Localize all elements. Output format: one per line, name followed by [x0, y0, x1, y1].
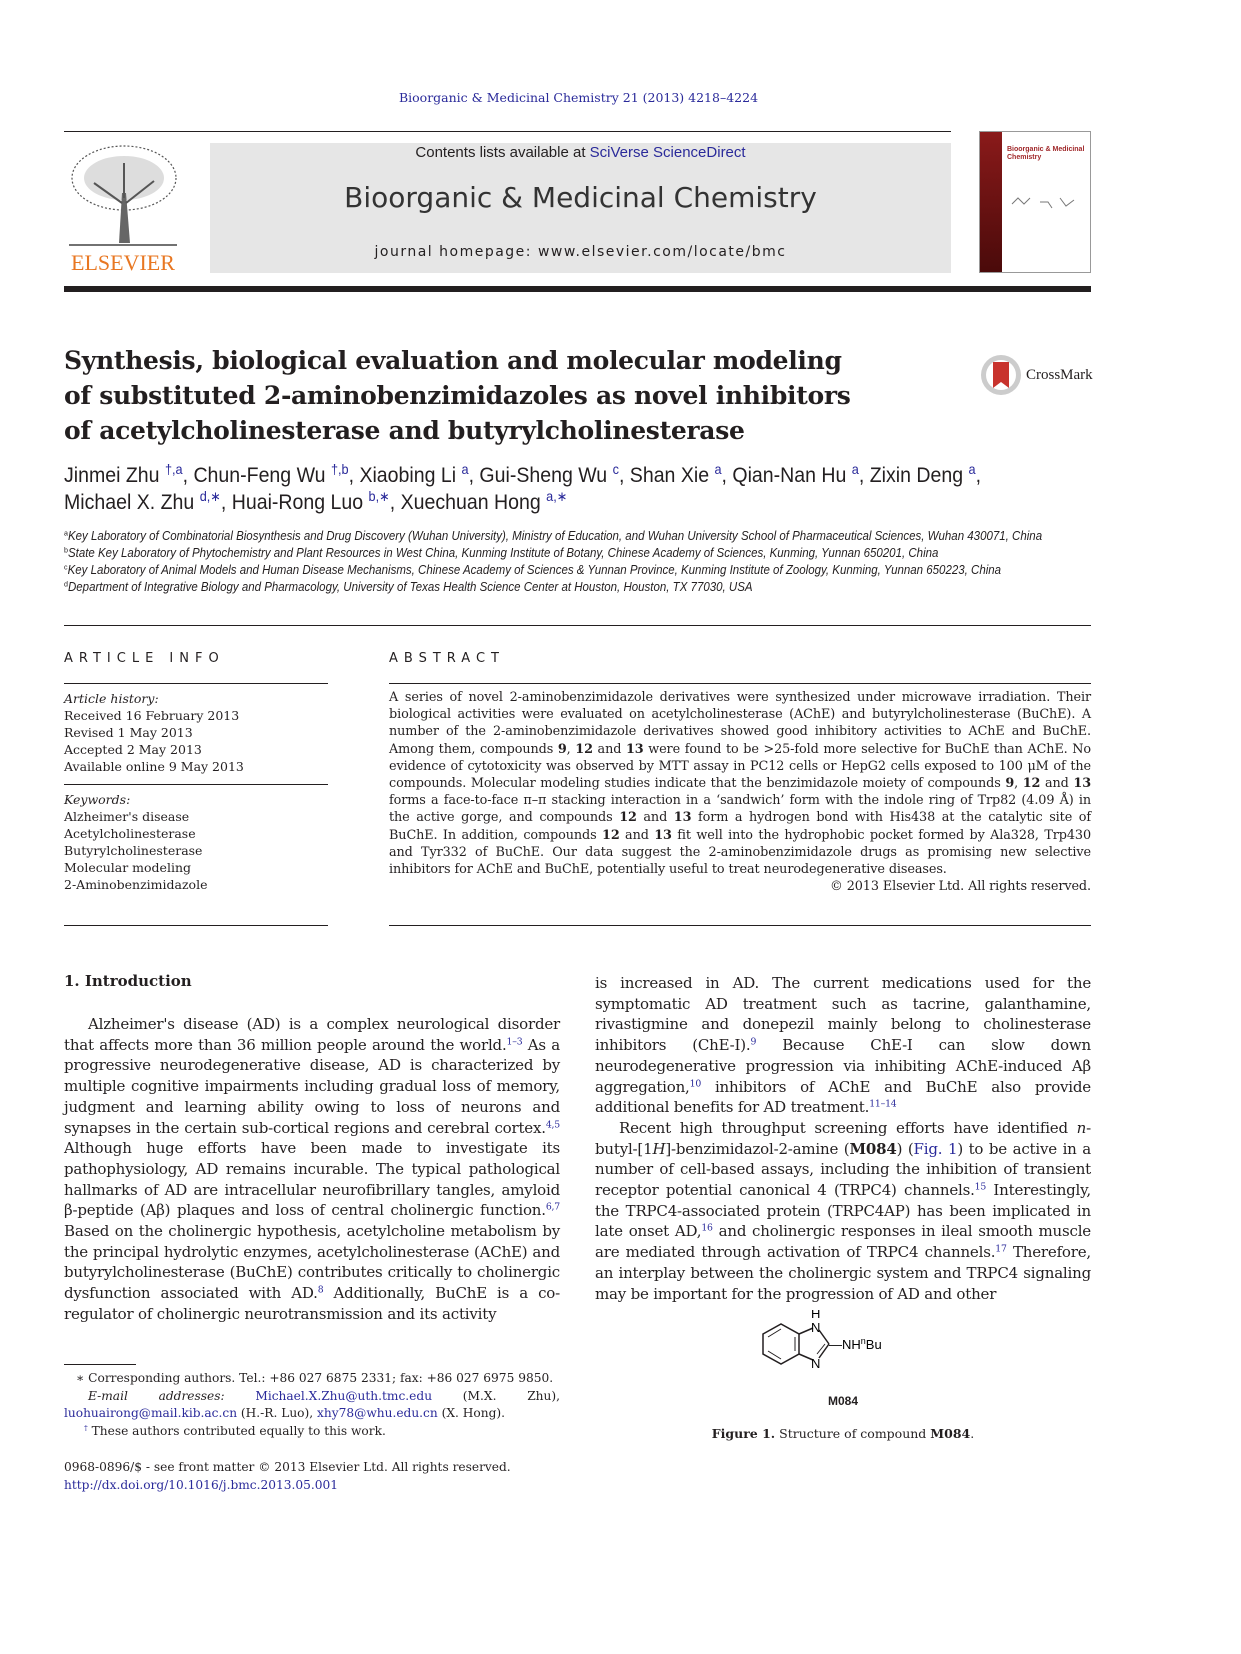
- author-line: Jinmei Zhu $^{\dagger,a}$, Chun-Feng Wu $^{\dagger,b}$, Xiaobing Li $^a$, Gui-Sheng Wu $^c$, Shan Xie $^a$, Qian-Nan Hu $^a$, Zixin Deng $^a$,: [64, 461, 982, 487]
- italic-text: H: [652, 1139, 666, 1158]
- journal-homepage[interactable]: journal homepage: www.elsevier.com/locate/bmc: [374, 244, 787, 260]
- bold-text: 9: [557, 741, 567, 757]
- figure-1: [595, 1310, 1091, 1441]
- bold-text: 12: [602, 827, 620, 843]
- reference-sup[interactable]: a: [851, 461, 859, 477]
- article-info-heading: ARTICLE INFO: [64, 651, 225, 666]
- affiliation: $^d$Department of Integrative Biology and Pharmacology, University of Texas Health Science Center at Houston, Houston, TX 77030, USA: [64, 579, 753, 594]
- reference-sup[interactable]: 10: [689, 1077, 702, 1089]
- reference-sup[interactable]: 15: [974, 1181, 987, 1193]
- reference-sup[interactable]: 4,5: [545, 1118, 560, 1130]
- journal-reference[interactable]: Bioorganic & Medicinal Chemistry 21 (2013) 4218–4224: [398, 90, 759, 105]
- reference-sup[interactable]: 11–14: [869, 1098, 897, 1110]
- keywords-item: Alzheimer's disease: [64, 809, 190, 824]
- body-column-left: [64, 1014, 560, 1325]
- header-divider: [64, 286, 1091, 292]
- elsevier-logo: [64, 143, 182, 275]
- reference-sup[interactable]: †: [84, 1422, 88, 1432]
- footnote-divider: [64, 1364, 136, 1365]
- bold-text: 12: [1022, 776, 1041, 792]
- paragraph: is increased in AD. The current medications used for the symptomatic AD treatment such as tacrine, galanthamine, rivastigmine and donepezil mainly belong to cholinesterase inhibitors (ChE-I).$^9$ Because ChE-I can slow down neurodegenerative progression via inhibiting AChE-induced Aβ aggregation,$^{10}$ inhibitors of AChE and BuChE also provide additional benefits for AD treatment.$^{11-14}$: [595, 974, 1091, 1117]
- italic-text: n: [1076, 1118, 1087, 1137]
- contents-label: Contents lists available at: [415, 144, 590, 161]
- bold-text: 13: [673, 810, 692, 826]
- divider: [389, 683, 1091, 684]
- reference-sup[interactable]: b,∗: [368, 488, 390, 504]
- bold-text: 13: [654, 827, 672, 843]
- figure-caption: Figure 1. Structure of compound M084.: [711, 1426, 975, 1441]
- bold-text: 13: [1073, 776, 1091, 792]
- keywords-item: Molecular modeling: [64, 860, 191, 875]
- keywords-item: Butyrylcholinesterase: [64, 843, 203, 858]
- history-item: Revised 1 May 2013: [64, 725, 193, 740]
- affiliation: $^a$Key Laboratory of Combinatorial Biosynthesis and Drug Discovery (Wuhan University), Ministry of Education, and Wuhan University School of Pharmaceutical Sciences, Wuhan 430071, China: [64, 528, 1043, 543]
- bold-text: 9: [1005, 776, 1015, 792]
- affiliation: $^c$Key Laboratory of Animal Models and Human Disease Mechanisms, Chinese Academy of Sciences & Yunnan Province, Kunming Institute of Zoology, Kunming, Yunnan 650223, China: [64, 562, 1002, 577]
- reference-sup[interactable]: †,b: [330, 461, 349, 477]
- paragraph: Alzheimer's disease (AD) is a complex neurological disorder that affects more than 36 million people around the world.$^{1-3}$ As a progressive neurodegenerative disease, AD is characterized by multiple cognitive impairments including gradual loss of memory, judgment and learning ability owing to loss of neurons and synapses in the certain sub-cortical regions and cerebral cortex.$^{4,5}$ Although huge efforts have been made to investigate its pathophysiology, AD remains incurable. The typical pathological hallmarks of AD are intracellular neurofibrillary tangles, amyloid β-peptide (Aβ) plaques and loss of central cholinergic function.$^{6,7}$ Based on the cholinergic hypothesis, acetylcholine metabolism by the principal hydrolytic enzymes, acetylcholinesterase (AChE) and butyrylcholinesterase (BuChE) contributes critically to cholinergic dysfunction associated with AD.$^8$ Additionally, BuChE is a co-regulator of cholinergic neurotransmission and its activity: [64, 1015, 561, 1323]
- crossmark-label: CrossMark: [1026, 366, 1093, 383]
- affiliations: [64, 528, 1067, 596]
- bold-text: 12: [619, 810, 637, 826]
- compound-label: M084: [827, 1394, 859, 1408]
- cover-title: Bioorganic & Medicinal Chemistry: [1007, 146, 1085, 161]
- journal-header: [210, 143, 951, 273]
- footnote-equal: † These authors contributed equally to this work.: [84, 1422, 386, 1438]
- abstract-text: A series of novel 2-aminobenzimidazole derivatives were synthesized under microwave irradiation. Their biological activities were evaluated on acetylcholinesterase (AChE) and butyrylcholinesterase (BuChE). A number of the 2-aminobenzimidazole derivatives showed good inhibitory activities to AChE and BuChE. Among them, compounds 9, 12 and 13 were found to be >25-fold more selective for BuChE than AChE. No evidence of cytotoxicity was observed by MTT assay in PC12 cells or HepG2 cells exposed to 100 μM of the compounds. Molecular modeling studies indicate that the benzimidazole moiety of compounds 9, 12 and 13 forms a face-to-face π–π stacking interaction in a ‘sandwich’ form with the indole ring of Trp82 (4.09 Å) in the active gorge, and compounds 12 and 13 form a hydrogen bond with His438 at the catalytic site of BuChE. In addition, compounds 12 and 13 fit well into the hydrophobic pocket formed by Ala328, Trp430 and Tyr332 of BuChE. Our data suggest the 2-aminobenzimidazole drugs as promising new selective inhibitors for AChE and BuChE, potentially useful to treat neurodegenerative diseases.: [389, 690, 1092, 878]
- link[interactable]: luohuairong@mail.kib.ac.cn: [64, 1406, 238, 1420]
- reference-sup[interactable]: a: [714, 461, 722, 477]
- divider: [64, 925, 328, 926]
- reference-sup[interactable]: †,a: [164, 461, 183, 477]
- issn: 0968-0896/$ - see front matter © 2013 Elsevier Ltd. All rights reserved.: [64, 1460, 511, 1474]
- affiliation: $^b$State Key Laboratory of Phytochemistry and Plant Resources in West China, Kunming Institute of Botany, Chinese Academy of Sciences, Kunming, Yunnan 650201, China: [64, 545, 939, 560]
- history-item: Received 16 February 2013: [64, 708, 240, 723]
- reference-sup[interactable]: 8: [317, 1284, 324, 1296]
- link[interactable]: Michael.X.Zhu@uth.tmc.edu: [255, 1388, 433, 1403]
- history-item: Accepted 2 May 2013: [64, 742, 202, 757]
- divider: [389, 925, 1091, 926]
- journal-name: Bioorganic & Medicinal Chemistry: [344, 181, 817, 214]
- reference-sup[interactable]: d,∗: [199, 488, 221, 504]
- publication-info: [64, 1459, 560, 1494]
- reference-sup[interactable]: 9: [750, 1036, 757, 1048]
- bold-text: 12: [575, 741, 593, 757]
- article-info: [64, 690, 328, 893]
- tree-icon: [64, 143, 182, 248]
- keywords-item: 2-Aminobenzimidazole: [64, 877, 208, 892]
- body-column-right: [595, 973, 1091, 1304]
- bold-text: M084: [849, 1139, 897, 1158]
- paragraph: Recent high throughput screening efforts have identified n-butyl-[1H]-benzimidazol-2-amine (M084) (Fig. 1) to be active in a number of cell-based assays, including the inhibition of transient receptor potential canonical 4 (TRPC4) channels.$^{15}$ Interestingly, the TRPC4-associated protein (TRPC4AP) has been implicated in late onset AD,$^{16}$ and cholinergic responses in ileal smooth muscle are mediated through activation of TRPC4 channels.$^{17}$ Therefore, an interplay between the cholinergic system and TRPC4 signaling may be important for the progression of AD and other: [595, 1118, 1092, 1303]
- reference-sup[interactable]: a,∗: [546, 488, 568, 504]
- history-item: Available online 9 May 2013: [64, 759, 244, 774]
- divider: [64, 784, 328, 785]
- article-title: Synthesis, biological evaluation and molecular modeling of substituted 2-aminobenzimidazoles as novel inhibitors of acetylcholinesterase and butyrylcholinesterase: [64, 346, 851, 445]
- reference-sup[interactable]: 1–3: [506, 1036, 523, 1048]
- history-label: Article history:: [64, 691, 159, 706]
- reference-sup[interactable]: 17: [995, 1243, 1007, 1255]
- publisher-name: ELSEVIER: [71, 250, 175, 275]
- abstract: [389, 689, 1091, 895]
- journal-cover: [979, 131, 1091, 273]
- keywords-item: Acetylcholinesterase: [64, 826, 196, 841]
- reference-sup[interactable]: 16: [701, 1222, 713, 1234]
- section-heading: 1. Introduction: [64, 972, 192, 990]
- footnotes: [64, 1370, 560, 1440]
- divider: [64, 625, 1091, 626]
- footnote-corresponding: ∗ Corresponding authors. Tel.: +86 027 6875 2331; fax: +86 027 6975 9850.: [76, 1371, 554, 1385]
- m084-structure: [743, 1310, 943, 1390]
- abstract-heading: ABSTRACT: [389, 651, 505, 666]
- atom-label: N: [811, 1356, 821, 1371]
- atom-label: H: [811, 1310, 821, 1321]
- author-list: [64, 462, 1031, 516]
- divider: [64, 683, 328, 684]
- cover-molecule-icon: [1010, 192, 1080, 212]
- reference-sup[interactable]: a: [461, 461, 469, 477]
- link[interactable]: xhy78@whu.edu.cn: [317, 1406, 438, 1420]
- crossmark-icon: [980, 354, 1022, 396]
- reference-sup[interactable]: 6,7: [545, 1201, 560, 1213]
- sciencedirect-link[interactable]: SciVerse ScienceDirect: [589, 144, 746, 161]
- divider: [64, 131, 951, 132]
- atom-label: N: [811, 1320, 821, 1335]
- author-line: Michael X. Zhu $^{d,∗}$, Huai-Rong Luo $^{b,∗}$, Xuechuan Hong $^{a,∗}$: [64, 488, 568, 514]
- reference-sup[interactable]: a: [968, 461, 976, 477]
- link[interactable]: Fig. 1: [913, 1139, 958, 1158]
- reference-sup[interactable]: c: [612, 461, 619, 477]
- bold-text: 13: [625, 741, 644, 757]
- copyright: © 2013 Elsevier Ltd. All rights reserved.: [830, 879, 1091, 895]
- footnote-emails: E-mail addresses: Michael.X.Zhu@uth.tmc.edu (M.X. Zhu), luohuairong@mail.kib.ac.cn (H.-R. Luo), xhy78@whu.edu.cn (X. Hong).: [64, 1388, 560, 1420]
- substituent-label: $—NH^nBu$: [829, 1336, 882, 1352]
- crossmark-button[interactable]: [980, 354, 1093, 396]
- doi-link[interactable]: http://dx.doi.org/10.1016/j.bmc.2013.05.001: [64, 1477, 339, 1492]
- italic-text: E-mail addresses:: [88, 1388, 256, 1403]
- keywords-label: Keywords:: [64, 792, 131, 807]
